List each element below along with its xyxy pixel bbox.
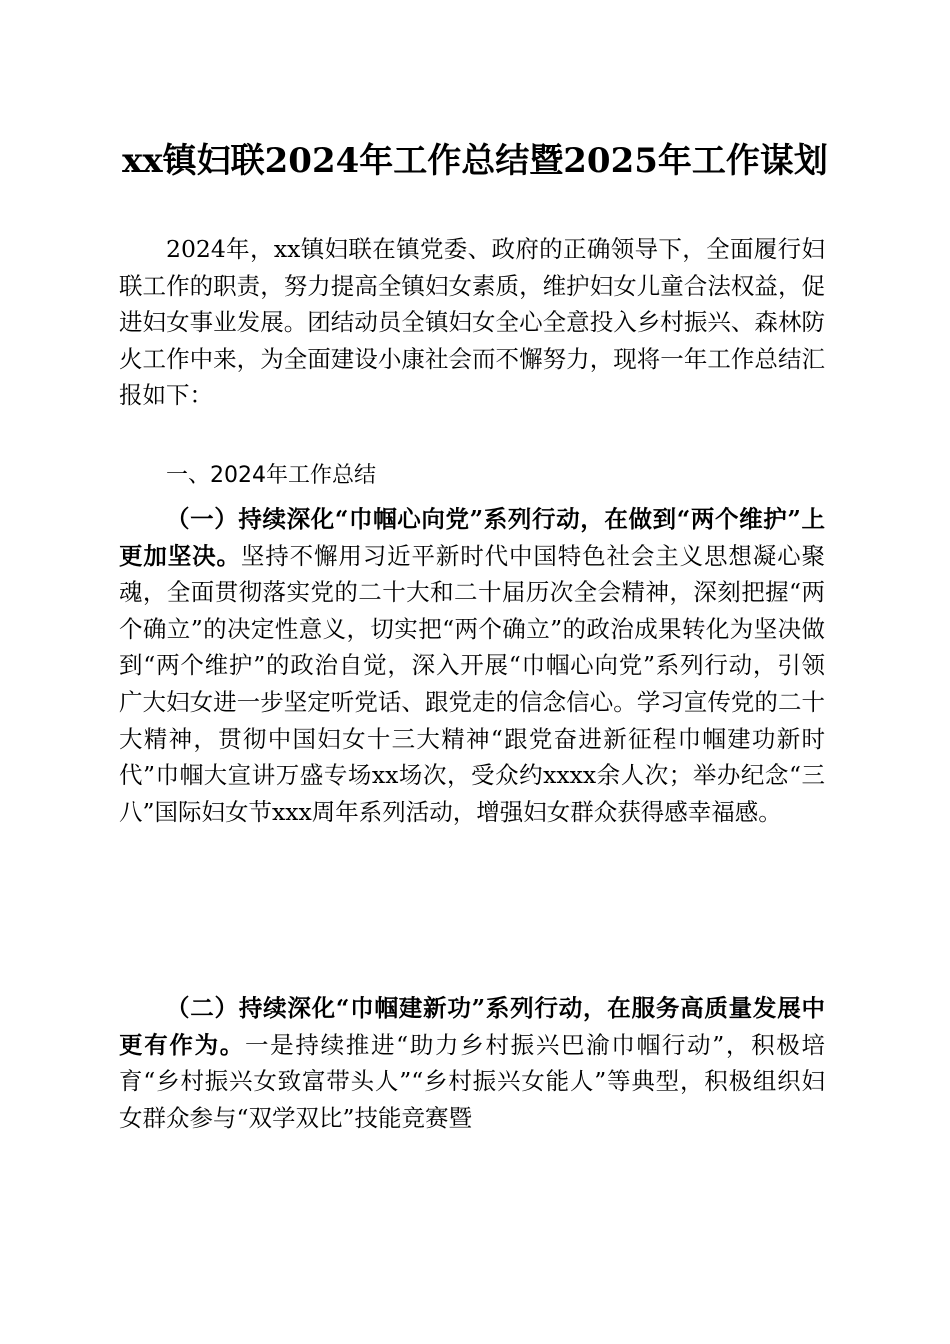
- section-1-text: 坚持不懈用习近平新时代中国特色社会主义思想凝心聚魂，全面贯彻落实党的二十大和二十届历次全会精神，深刻把握“两个确立”的决定性意义，切实把“两个确立”的政治成果转化为坚决做到“两个维护”的政治自觉，深入开展“巾帼心向党”系列行动，引领广大妇女进一步坚定听党话、跟党走的信念信心。学习宣传党的二十大精神，贯彻中国妇女十三大精神“跟党奋进新征程巾帼建功新时代”巾帼大宣讲万盛专场xx场次，受众约xxxx余人次；举办纪念“三八”国际妇女节xxx周年系列活动，增强妇女群众获得感幸福感。: [119, 541, 825, 826]
- section-1-lead: （一）持续深化“巾帼心向党”系列行动，在做到“两个维护”上更加坚决。: [119, 505, 825, 570]
- section-2-lead: （二）持续深化“巾帼建新功”系列行动，在服务高质量发展中更有作为。: [119, 994, 825, 1059]
- section-2-text: 一是持续推进“助力乡村振兴巴渝巾帼行动”，积极培育“乡村振兴女致富带头人”“乡村振兴女能人”等典型，积极组织妇女群众参与“双学双比”技能竞赛暨: [119, 1030, 826, 1132]
- intro-paragraph: 2024年，xx镇妇联在镇党委、政府的正确领导下，全面履行妇联工作的职责，努力提高全镇妇女素质，维护妇女儿童合法权益，促进妇女事业发展。团结动员全镇妇女全心全意投入乡村振兴、森林防火工作中来，为全面建设小康社会而不懈努力，现将一年工作总结汇报如下：: [119, 235, 825, 410]
- section-heading: 一、2024年工作总结: [166, 463, 376, 488]
- section-2-paragraph: [119, 990, 825, 1136]
- document-title: xx镇妇联2024年工作总结暨2025年工作谋划: [122, 141, 828, 181]
- section-1-paragraph: [119, 501, 825, 830]
